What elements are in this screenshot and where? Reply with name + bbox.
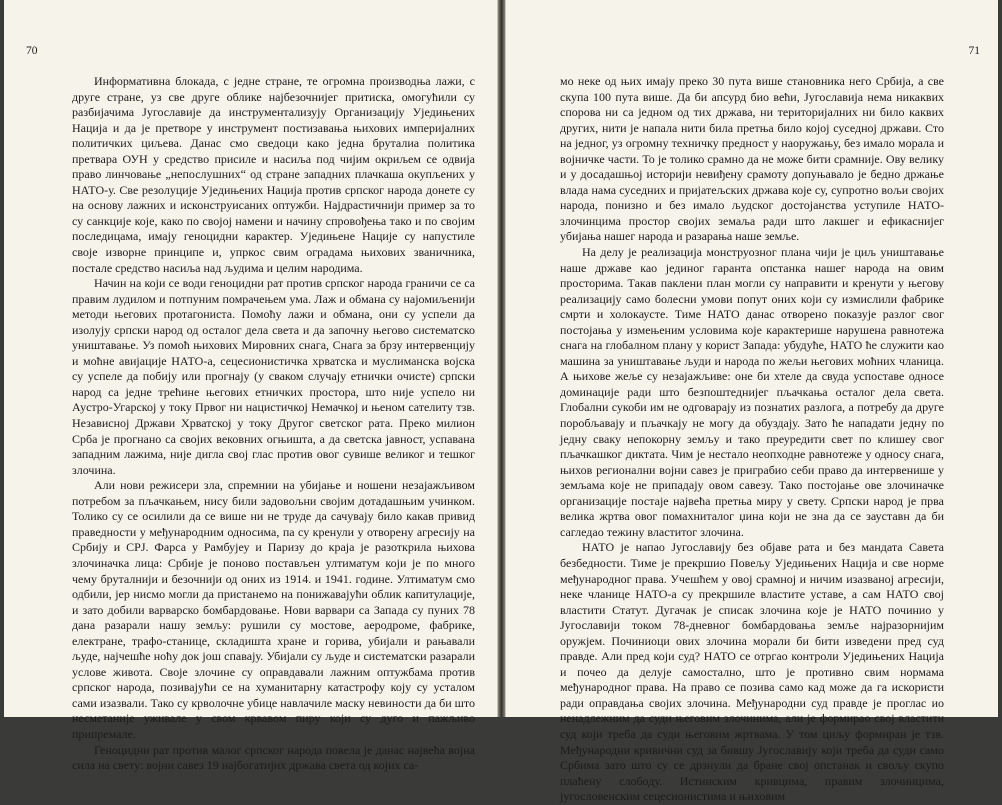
paragraph: Информативна блокада, с једне стране, те огромна производња лажи, с друге стране, уз све друге облике најбезочнијег притиска, омогућили су разбијачима Југославије да инструментализују Организацију Уједињених Нација и да је претворе у инструмент постизавања њихових империјалних политичких циљева. Данас смо сведоци како једна бруталиа политика претвара ОУН у средство присиле и насиља под чијим окриљем се одвија право линчовање „непослушних“ од стране западних плачкаша окупљених у НАТО-у. Све резолуције Уједињених Нација против српског народа донете су на основу лажних и исконструисаних оптужби. Најдрастичнији пример за то су санкције које, како по својој намени и начину спровођења тако и по својим последицама, имају геноцидни карактер. Уједињене Нације су напустиле своје изворне принципе и, упркос свим оградама њихових званичника, постале средство насиља над људима и целим народима. [72, 74, 475, 275]
book-gutter [498, 0, 505, 717]
paragraph: мо неке од њих имају преко 30 пута више становника него Србија, а све скупа 100 пута више. Да би апсурд био већи, Југославија нема никаквих спорова ни са једном од тих држава, ни територијалних ни било каквих других, нити је напала нити била претња било којој суседној држави. Сто на једног, уз огромну техничку предност у наоружању, без имало морала и војничке части. То је толико срамно да не може бити срамније. Ову велику и у досадашњој историји невиђену срамоту допуњавало је бедно држање влада нама суседних и пријатељских држава које су, супротно вољи својих народа, понизно и без имало људског достојанства уступиле НАТО-злочинцима простор својих земаља ради што лакшег и ефикаснијег убијања нашег народа и разарања наше земље. [560, 74, 944, 244]
page-number: 71 [968, 45, 980, 57]
paragraph: На делу је реализација монструозног плана чији је циљ уништавање наше државе као јединог гаранта опстанка нашег народа на овим просторима. Такав паклени план могли су направити и кренути у његову реализацију само болесни умови попут оних који су измислили фабрике смрти и холокаусте. Тиме НАТО данас отворено показује разлог свог постојања у измењеним условима које карактерише нарушена равнотежа снага на глобалном плану у корист Запада: убудуће, НАТО ће служити као машина за уништавање људи и народа по жељи његових моћних чланица. А њихове жеље су незајажљиве: оне би хтеле да свуда успоставе односе доминације ради што безпоштеднијег пљачкања осталог дела света. Глобални сукоби им не одговарају из познатих разлога, а потребу да друге поробљавају и пљачкају не могу да обуздају. Зато ће нападати једну по једну сваку непокорну земљу и тако преуредити свет по клишеу свог пљачкашког диктата. Чим је нестало неопходне равнотеже у односу снага, њихов регионални војни савез је приграбио себи право да интервенише у земљама које не припадају овом савезу. Тако постојање ове злочиначке организације постаје највећа претња миру у свету. Српски народ је прва велика жртва овог помахниталог џина који не зна да се зауставн да би сагледао тежину властитог злочина. [560, 245, 944, 539]
page-text [560, 74, 944, 805]
paragraph: Геноцидни рат против малог српског народа повела је данас највећа војна сила на свету: војни савез 19 најбогатијих држава света од којих са- [72, 742, 475, 773]
paragraph: Али нови режисери зла, спремнии на убијање и ношени незајажљивом потребом за пљачкањем, нису били задовољни својим дотадашњим учинком. Толико су се осилили да се више ни не труде да сачувају било какав привид праведности у међународним односима, па су кренули у отворену агресију на Србију и СРЈ. Фарса у Рамбујеу и Паризу до краја је разоткрила њихова злочиначка лица: Србије је поново постављен ултиматум који је по много чему бруталнији и безочнији од оних из 1914. и 1941. године. Ултиматум смо одбили, јер нисмо могли да пристанемо на понижавајући облик капитулације, и зато добили варварско бомбардовање. Нови варвари са Запада су пуних 78 дана разарали нашу земљу: рушили су мостове, аеродроме, фабрике, електране, трафо-станице, складишта хране и горива, убијали и рањавали људе, најчешће ноћу док још спавају. Убијали су људе и систематски разарали услове живота. Своје злочине су оправдавали лажним оптужбама против српског народа, позивајући се на хуманитарну катастрофу коју су усталом сами изазвали. Тако су крволочне убице навлачиле маску невиности да би што несметаније уживале у свом крвавом пиру који су дуго и пажљиво припремале. [72, 478, 475, 741]
paragraph: Начин на који се води геноцидни рат против српског народа граничи се са правим лудилом и потпуним помрачењем ума. Лаж и обмана су најомиљенији методи његових протагониста. Помоћу лажи и обмана, они су успели да изолују српски народ од осталог дела света и да започну његово систематско уништавање. Уз помоћ њихових Мировних снага, Снага за брзу интервенцију и моћне авијације НАТО-а, сецесионистичка хрватска и муслиманска војска су успеле да побију или прогнају (у сваком случају етнички очисте) српски народ са једне трећине његових етничких простора, што није успело ни Аустро-Угарској у току Првог ни нацистичкој Немачкој и њеном сателиту тзв. Независној Држави Хрватској у току Другог светског рата. Преко милион Срба је прогнано са својих вековних огњишта, а да светска јавност, успавана западним лажима, није дигла свој глас против овог сувише великог и тешког злочина. [72, 276, 475, 477]
page-text [72, 74, 475, 774]
paragraph: НАТО је напао Југославију без објаве рата и без мандата Савета безбедности. Тиме је прекршио Повељу Уједињених Нација и све норме међународног права. Учешћем у овој срамној и ничим изазваној агресији, неке чланице НАТО-а су прекршиле властите уставе, а сам НАТО свој властити Статут. Дугачак је списак злочина које је НАТО починио у Југославији током 78-дневног бомбардовања земље најразорнијим оружјем. Починиоци ових злочина морали би бити изведени пред суд правде. Али пред који суд? НАТО се отргао контроли Уједињених Нација и почео да делује самостално, што је противно свим нормама међународног права. На право се позива само кад може да га искористи ради оправдања својих злочина. Међународни суд правде је проглас ио ненадлежним да суди његовим злочинима, али је формирао свој властити суд који треба да суди његовим жртвама. У том циљу формиран је тзв. Међународни кривични суд за бившу Југославију који треба да суди само Србима зато што су се дрзнули да бране свој опстанак и свољу скупо плаћену слободу. Истинским кривцима, правим злочинцима, југословенским сецесионистима и њиховим [560, 540, 944, 804]
right-page [505, 0, 998, 804]
page-number: 70 [26, 45, 38, 57]
left-page [4, 0, 498, 773]
